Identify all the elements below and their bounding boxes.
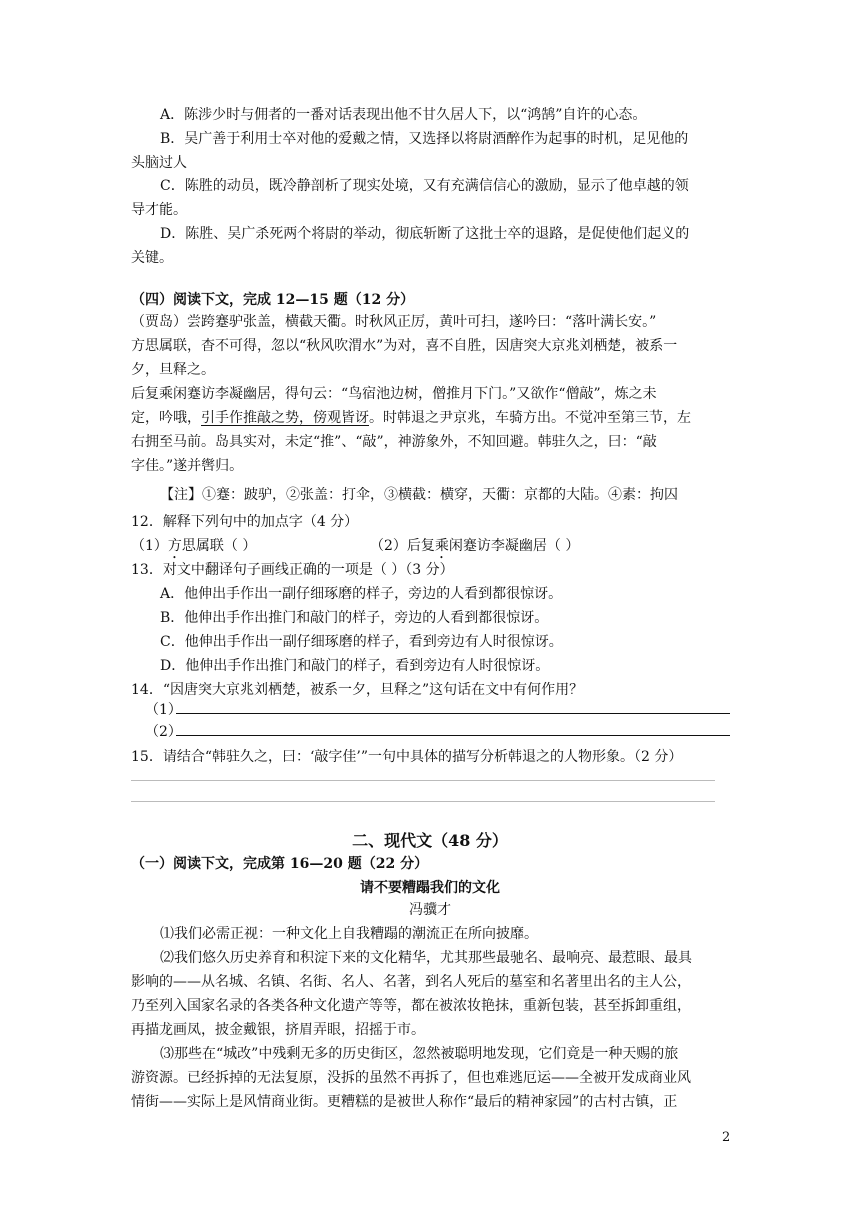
option-c-line1: C．陈胜的动员，既冷静剖析了现实处境，又有充满信信心的激励，显示了他卓越的领 xyxy=(160,178,689,194)
article-title: 请不要糟蹋我们的文化 xyxy=(360,880,500,896)
q12-2-dotted-char: 乘 xyxy=(434,538,449,554)
section2-heading: 二、现代文（48 分） xyxy=(352,831,508,850)
option-b-line2: 头脑过人 xyxy=(131,155,187,171)
q12-1-dotted-char: 方 xyxy=(167,538,182,554)
answer-line-4[interactable] xyxy=(131,801,715,802)
section4-heading: （四）阅读下文，完成 12—15 题（12 分） xyxy=(131,292,415,308)
section2-subheading: （一）阅读下文，完成第 16—20 题（22 分） xyxy=(131,856,429,872)
article-p2-line3: 乃至列入国家名录的各类各种文化遗产等等，都在被浓妆艳抹，重新包装，甚至拆卸重组， xyxy=(131,998,691,1014)
option-c-line2: 导才能。 xyxy=(131,202,187,218)
question-14-answer2-label: （2） xyxy=(145,724,182,740)
article-p3-line3: 情街——实际上是风情商业街。更糟糕的是被世人称作“最后的精神家园”的古村古镇，正 xyxy=(131,1094,678,1110)
answer-line-3[interactable] xyxy=(131,780,715,781)
passage-p1-line2: 方思属联，杳不可得，忽以“秋风吹渭水”为对，喜不自胜，因唐突大京兆刘栖楚，被系一 xyxy=(131,338,678,354)
option-a: A．陈涉少时与佣者的一番对话表现出他不甘久居人下，以“鸿鹄”自许的心态。 xyxy=(160,107,647,123)
question-12-item2 xyxy=(370,536,579,562)
article-author: 冯骥才 xyxy=(409,902,451,918)
annotation-note: 【注】①蹇：跛驴，②张盖：打伞，③横截：横穿，天衢：京都的大陆。④素：拘囚 xyxy=(160,487,678,503)
passage-p2-line4: 字佳。”遂并辔归。 xyxy=(131,458,244,474)
passage-p2-line2-start: 定，吟哦， xyxy=(131,410,201,426)
article-p2-line1: ⑵我们悠久历史养育和积淀下来的文化精华，尤其那些最驰名、最响亮、最惹眼、最具 xyxy=(160,950,692,966)
option-b-line1: B．吴广善于利用士卒对他的爱戴之情，又选择以将尉酒醉作为起事的时机，足见他的 xyxy=(160,131,689,147)
question-13-option-b: B．他伸出手作出推门和敲门的样子，旁边的人看到都很惊讶。 xyxy=(160,610,549,626)
article-p1: ⑴我们必需正视：一种文化上自我糟蹋的潮流正在所向披靡。 xyxy=(160,926,538,942)
article-p3-line1: ⑶那些在“城改”中残剩无多的历史街区，忽然被聪明地发现，它们竟是一种天赐的旅 xyxy=(160,1046,679,1062)
question-12-item1 xyxy=(131,536,256,562)
question-13-option-c: C．他伸出手作出一副仔细琢磨的样子，看到旁边有人时很惊讶。 xyxy=(160,634,563,650)
question-12: 12．解释下列句中的加点字（4 分） xyxy=(131,514,359,530)
question-14-answer1-label: （1） xyxy=(145,702,182,718)
page-number: 2 xyxy=(722,1130,731,1145)
article-p3-line2: 游资源。已经拆掉的无法复原，没拆的虽然不再拆了，但也难逃厄运——全被开发成商业风 xyxy=(131,1070,691,1086)
q12-1-prefix: （1） xyxy=(131,538,168,554)
underlined-sentence: 引手作推敲之势，傍观皆讶 xyxy=(201,410,369,426)
option-d-line2: 关键。 xyxy=(131,250,173,266)
passage-p1-line3: 夕，旦释之。 xyxy=(131,362,215,378)
question-15: 15．请结合“韩驻久之，曰：‘敲字佳’”一句中具体的描写分析韩退之的人物形象。（2 分） xyxy=(131,749,683,765)
passage-p2-line1: 后复乘闲蹇访李凝幽居，得句云：“鸟宿池边树，僧推月下门。”又欲作“僧敲”，炼之未 xyxy=(131,386,657,402)
article-p2-line2: 影响的——从名城、名镇、名街、名人、名著，到名人死后的墓室和名著里出名的主人公， xyxy=(131,974,691,990)
question-14: 14．“因唐突大京兆刘栖楚，被系一夕，旦释之”这句话在文中有何作用？ xyxy=(131,682,584,698)
answer-line-1[interactable] xyxy=(176,713,730,714)
passage-p1-line1: （贾岛）尝跨蹇驴张盖，横截天衢。时秋风正厉，黄叶可扫，遂吟曰：“落叶满长安。” xyxy=(131,314,657,330)
question-13: 13．对文中翻译句子画线正确的一项是（ ）（3 分） xyxy=(131,562,454,578)
passage-p2-line3: 右拥至马前。岛具实对，未定“推”、“敲”，神游象外，不知回避。韩驻久之，曰：“敲 xyxy=(131,434,657,450)
q12-1-rest: 思属联（ ） xyxy=(181,538,257,554)
passage-p2-line2-end: 。时韩退之尹京兆，车骑方出。不觉冲至第三节，左 xyxy=(369,410,691,426)
question-13-option-d: D．他伸出手作出推门和敲门的样子，看到旁边有人时很惊讶。 xyxy=(160,658,550,674)
q12-2-rest: 闲蹇访李凝幽居（ ） xyxy=(448,538,580,554)
answer-line-2[interactable] xyxy=(176,735,730,736)
passage-p2-line2 xyxy=(131,408,691,428)
option-d-line1: D．陈胜、吴广杀死两个将尉的举动，彻底斩断了这批士卒的退路，是促使他们起义的 xyxy=(160,226,690,242)
question-13-option-a: A．他伸出手作出一副仔细琢磨的样子，旁边的人看到都很惊讶。 xyxy=(160,586,563,602)
article-p2-line4: 再描龙画凤，披金戴银，挤眉弄眼，招摇于市。 xyxy=(131,1022,425,1038)
q12-2-prefix: （2）后复 xyxy=(370,538,435,554)
